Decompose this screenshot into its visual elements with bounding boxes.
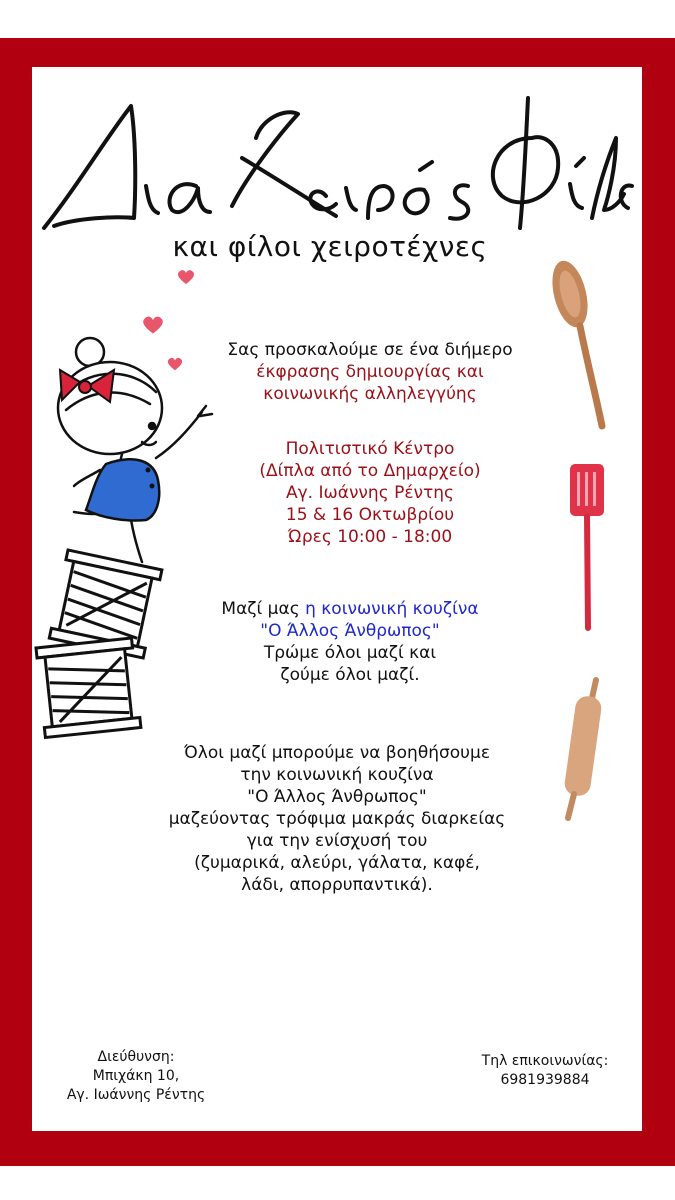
handwritten-title-logo <box>36 78 636 238</box>
address-block <box>46 1048 226 1105</box>
address-label: Διεύθυνση: <box>97 1049 175 1065</box>
subtitle: και φίλοι χειροτέχνες <box>172 230 488 263</box>
kitchen-line <box>140 598 560 620</box>
event-venue: Πολιτιστικό Κέντρο <box>285 439 455 459</box>
support-appeal-text <box>127 742 547 896</box>
invite-line: έκφρασης δημιουργίας και <box>256 362 484 382</box>
address-area: Αγ. Ιωάννης Ρέντης <box>66 1087 206 1103</box>
support-line: την κοινωνική κουζίνα <box>240 765 434 785</box>
support-line: (ζυμαρικά, αλεύρι, γάλατα, καφέ, <box>194 853 480 873</box>
kitchen-line: ζούμε όλοι μαζί. <box>280 665 420 685</box>
support-line: μαζεύοντας τρόφιμα μακράς διαρκείας <box>168 809 506 829</box>
heart-icon <box>176 268 196 286</box>
support-line: λάδι, απορρυπαντικά). <box>241 875 433 895</box>
event-dates: 15 & 16 Οκτωβρίου <box>285 505 455 525</box>
kitchen-name: "Ο Άλλος Άνθρωπος" <box>260 621 440 641</box>
support-line: για την ενίσχυσή του <box>246 831 428 851</box>
invite-line: Σας προσκαλούμε σε ένα διήμερο <box>227 340 513 360</box>
contact-block <box>460 1052 630 1090</box>
contact-label: Τηλ επικοινωνίας: <box>481 1053 609 1069</box>
kitchen-line: Τρώμε όλοι μαζί και <box>263 643 437 663</box>
kitchen-prefix: Μαζί μας <box>221 599 306 619</box>
invitation-text <box>160 339 580 405</box>
event-hours: Ώρες 10:00 - 18:00 <box>287 527 453 547</box>
event-area: Αγ. Ιωάννης Ρέντης <box>285 483 455 503</box>
rolling-pin-illustration <box>552 676 608 822</box>
support-line: Όλοι μαζί μπορούμε να βοηθήσουμε <box>183 743 491 763</box>
event-venue-note: (Δίπλα από το Δημαρχείο) <box>259 461 481 481</box>
support-line: "Ο Άλλος Άνθρωπος" <box>247 787 427 807</box>
social-kitchen-text <box>140 598 560 686</box>
contact-phone: 6981939884 <box>500 1072 590 1088</box>
event-details <box>160 438 580 548</box>
address-street: Μπιχάκη 10, <box>92 1068 180 1084</box>
kitchen-link-text: η κοινωνική κουζίνα <box>305 599 479 619</box>
invite-line: κοινωνικής αλληλεγγύης <box>263 384 477 404</box>
